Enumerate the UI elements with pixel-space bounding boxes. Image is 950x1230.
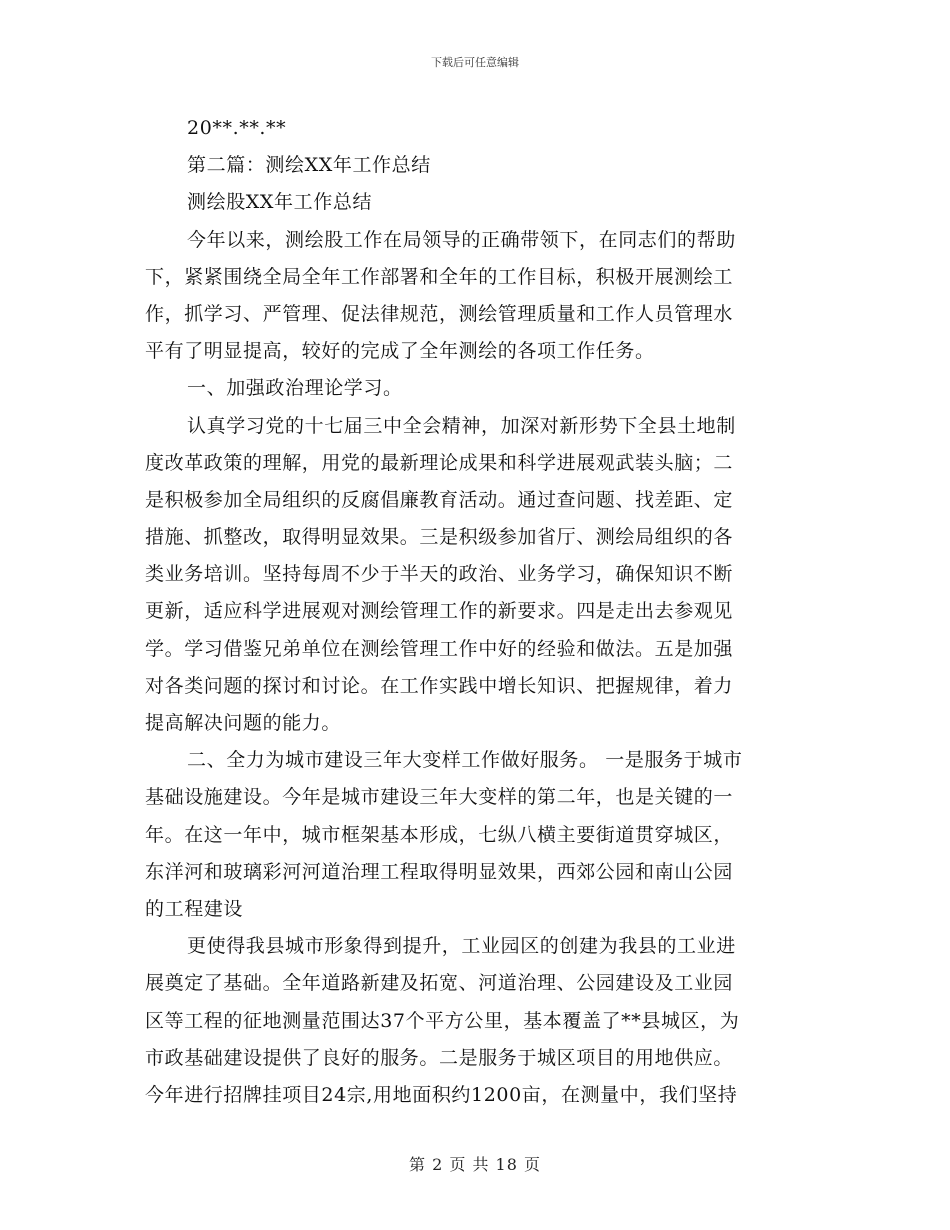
text-line: 提高解决问题的能力。 [145, 712, 342, 734]
text-line: 措施、抓整改，取得明显效果。三是积级参加省厅、测绘局组织的各 [145, 526, 734, 549]
text-line: 市政基础建设提供了良好的服务。二是服务于城区项目的用地供应。 [145, 1046, 734, 1069]
text-line: 区等工程的征地测量范围达37个平方公里，基本覆盖了**县城区，为 [145, 1009, 740, 1032]
text-line: 基础设施建设。今年是城市建设三年大变样的第二年，也是关键的一 [145, 786, 734, 809]
text-line: 今年以来，测绘股工作在局领导的正确带领下，在同志们的帮助 [187, 228, 736, 251]
text-line: 类业务培训。坚持每周不少于半天的政治、业务学习，确保知识不断 [145, 563, 734, 586]
text-line: 平有了明显提高，较好的完成了全年测绘的各项工作任务。 [145, 340, 655, 363]
page-number-footer: 第 2 页 共 18 页 [409, 1155, 541, 1174]
text-line: 测绘股XX年工作总结 [187, 191, 373, 214]
text-line: 第二篇：测绘XX年工作总结 [187, 154, 431, 177]
text-line: 更使得我县城市形象得到提升，工业园区的创建为我县的工业进 [187, 935, 736, 958]
text-line: 认真学习党的十七届三中全会精神，加深对新形势下全县土地制 [187, 414, 736, 437]
text-line: 作，抓学习、严管理、促法律规范，测绘管理质量和工作人员管理水 [145, 302, 734, 325]
text-line: 是积极参加全局组织的反腐倡廉教育活动。通过查问题、找差距、定 [145, 488, 734, 511]
text-line: 东洋河和玻璃彩河河道治理工程取得明显效果，西郊公园和南山公园 [145, 860, 734, 883]
text-line: 度改革政策的理解，用党的最新理论成果和科学进展观武装头脑；二 [145, 451, 734, 474]
text-line: 二、全力为城市建设三年大变样工作做好服务。 一是服务于城市 [187, 749, 743, 772]
text-line: 年。在这一年中，城市框架基本形成，七纵八横主要街道贯穿城区， [145, 823, 734, 846]
text-line: 20**.**.** [187, 117, 287, 139]
document-body [145, 110, 810, 1114]
text-line: 对各类问题的探讨和讨论。在工作实践中增长知识、把握规律，着力 [145, 674, 734, 697]
text-line: 更新，适应科学进展观对测绘管理工作的新要求。四是走出去参观见 [145, 600, 734, 623]
text-line: 的工程建设 [145, 897, 244, 920]
text-line: 下，紧紧围绕全局全年工作部署和全年的工作目标，积极开展测绘工 [145, 265, 734, 288]
header-note: 下载后可任意编辑 [431, 56, 519, 69]
text-line: 展奠定了基础。全年道路新建及拓宽、河道治理、公园建设及工业园 [145, 972, 734, 995]
text-line: 学。学习借鉴兄弟单位在测绘管理工作中好的经验和做法。五是加强 [145, 637, 734, 660]
text-line: 一、加强政治理论学习。 [187, 377, 403, 400]
text-line: 今年进行招牌挂项目24宗,用地面积约1200亩，在测量中，我们坚持 [145, 1083, 738, 1106]
